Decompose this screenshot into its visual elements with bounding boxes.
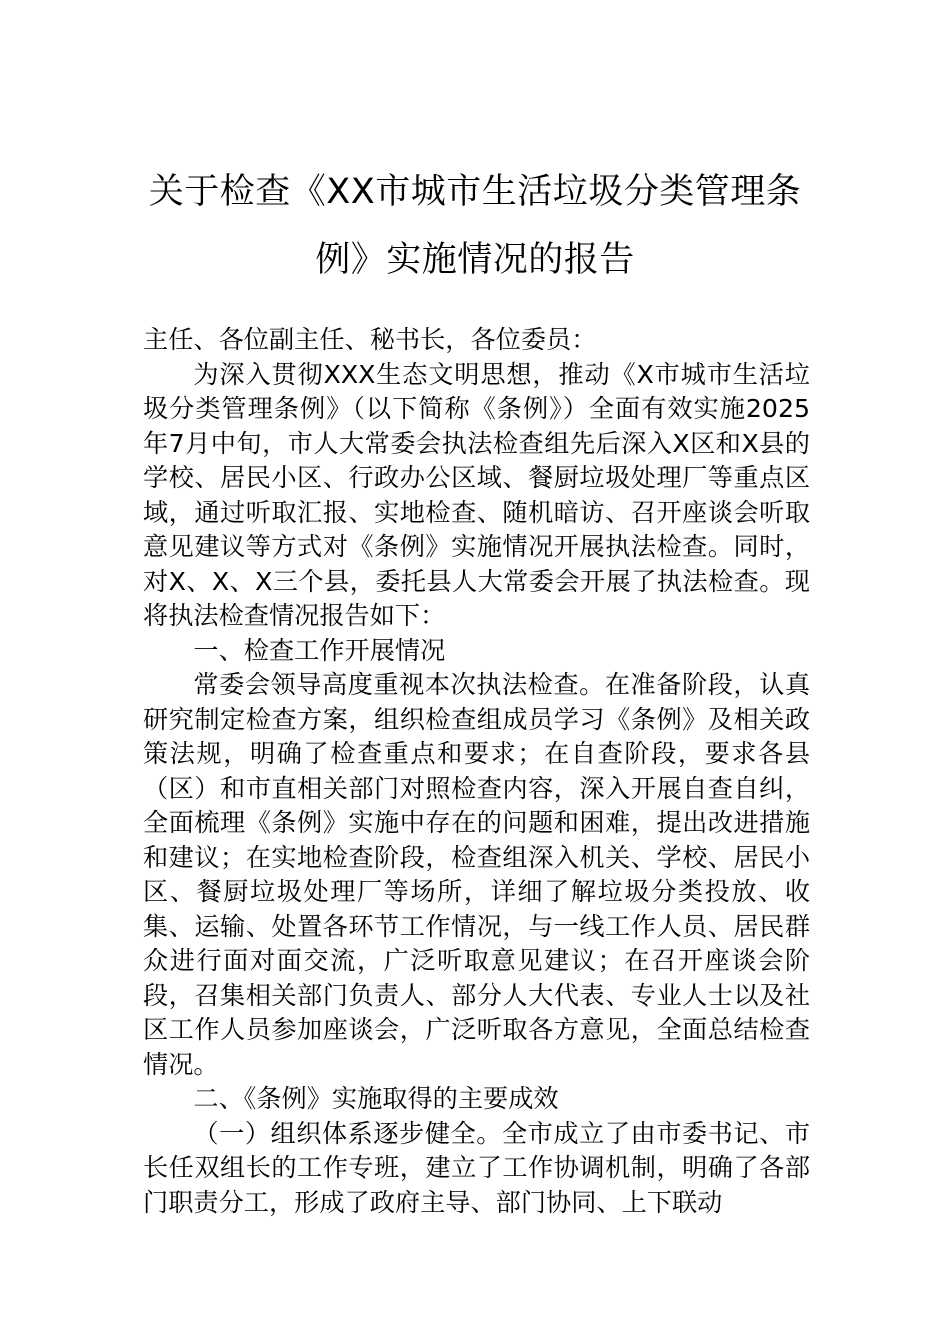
subsection-1-paragraph: （一）组织体系逐步健全。全市成立了由市委书记、市长任双组长的工作专班，建立了工作协调机制，明确了各部门职责分工，形成了政府主导、部门协同、上下联动 (143, 1118, 810, 1217)
section-heading-1: 一、检查工作开展情况 (193, 635, 446, 665)
section-1-paragraph: 常委会领导高度重视本次执法检查。在准备阶段，认真研究制定检查方案，组织检查组成员学习《条例》及相关政策法规，明确了检查重点和要求；在自查阶段，要求各县（区）和市直相关部门对照检查内容，深入开展自查自纠，全面梳理《条例》实施中存在的问题和困难，提出改进措施和建议；在实地检查阶段，检查组深入机关、学校、居民小区、餐厨垃圾处理厂等场所，详细了解垃圾分类投放、收集、运输、处置各环节工作情况，与一线工作人员、居民群众进行面对面交流，广泛听取意见建议；在召开座谈会阶段，召集相关部门负责人、部分人大代表、专业人士以及社区工作人员参加座谈会，广泛听取各方意见，全面总结检查情况。 (143, 670, 810, 1079)
document-body (143, 323, 810, 1220)
salutation: 主任、各位副主任、秘书长，各位委员： (143, 325, 597, 354)
intro-paragraph: 为深入贯彻XXX生态文明思想，推动《X市城市生活垃圾分类管理条例》（以下简称《条例》）全面有效实施2025年7月中旬，市人大常委会执法检查组先后深入X区和X县的学校、居民小区、行政办公区域、餐厨垃圾处理厂等重点区域，通过听取汇报、实地检查、随机暗访、召开座谈会听取意见建议等方式对《条例》实施情况开展执法检查。同时，对X、X、X三个县，委托县人大常委会开展了执法检查。现将执法检查情况报告如下： (143, 359, 810, 630)
document-title: 关于检查《XX市城市生活垃圾分类管理条例》实施情况的报告 (148, 172, 802, 280)
section-heading-2: 二、《条例》实施取得的主要成效 (193, 1084, 559, 1113)
